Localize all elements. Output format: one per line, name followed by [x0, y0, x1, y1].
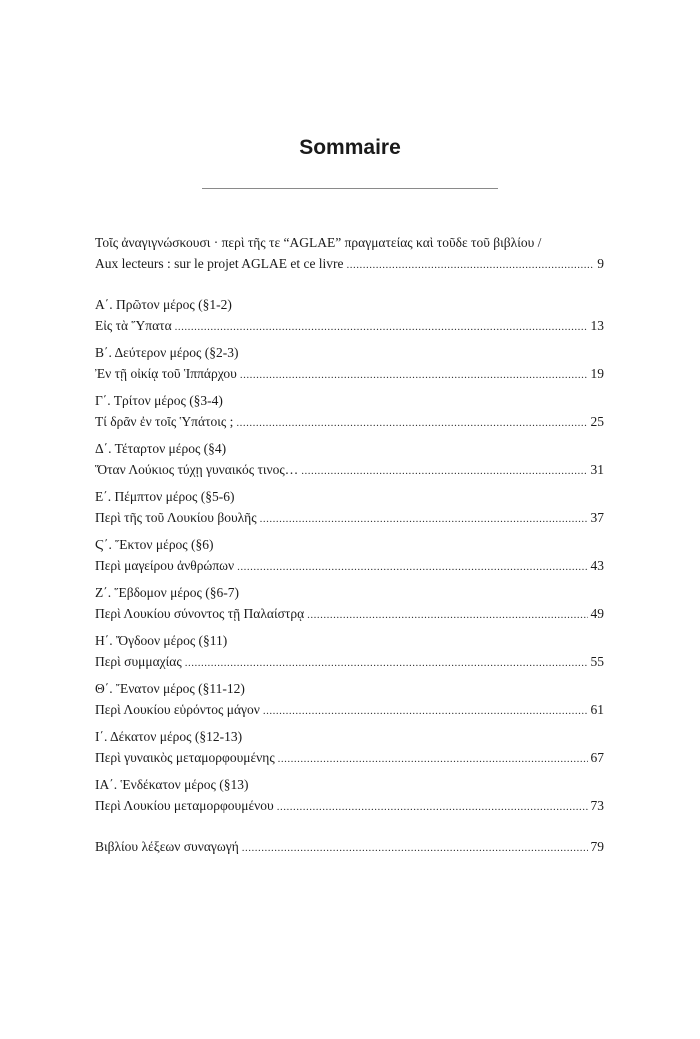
toc-entry-link[interactable] [95, 507, 604, 528]
toc-entry-page-number: 43 [590, 558, 604, 573]
dot-leader [175, 317, 588, 338]
toc-entry-heading: Ι΄. Δέκατον μέρος (§12-13) [95, 729, 243, 744]
spacer [95, 274, 604, 294]
toc-entry-page-number: 73 [590, 798, 604, 813]
toc-entry-link[interactable] [95, 795, 604, 816]
toc-entry-page-number: 25 [590, 414, 604, 429]
toc-entry [95, 534, 604, 576]
toc-entry-link[interactable] [95, 363, 604, 384]
toc-entry-page-number: 19 [590, 366, 604, 381]
toc-entry [95, 582, 604, 624]
toc-entry-heading: Α΄. Πρῶτον μέρος (§1-2) [95, 297, 232, 312]
toc-entry-heading: Δ΄. Τέταρτον μέρος (§4) [95, 441, 227, 456]
toc-entry-page-number: 37 [590, 510, 604, 525]
toc-entry-page-number: 61 [590, 702, 604, 717]
toc-entry-link[interactable] [95, 459, 604, 480]
toc-entry-link[interactable] [95, 651, 604, 672]
dot-leader [260, 509, 588, 530]
glossary-page-number: 79 [590, 839, 604, 854]
dot-leader [242, 838, 588, 859]
toc-entry-title: Τί δρᾶν ἐν τοῖς Ὑπάτοις ; [95, 414, 234, 429]
toc-entry-page-number: 55 [590, 654, 604, 669]
title-divider [202, 188, 498, 189]
toc-entry-title: Ὅταν Λούκιος τύχῃ γυναικός τινος… [95, 462, 299, 477]
toc-entry-heading: Ϛ΄. Ἕκτον μέρος (§6) [95, 537, 214, 552]
toc-entry [95, 486, 604, 528]
toc-entry-link[interactable] [95, 603, 604, 624]
toc-entry-heading: Η΄. Ὄγδοον μέρος (§11) [95, 633, 228, 648]
toc-entry-link[interactable] [95, 747, 604, 768]
toc-entry-page-number: 67 [590, 750, 604, 765]
dot-leader [301, 461, 587, 482]
toc-entry-title: Περὶ τῆς τοῦ Λουκίου βουλῆς [95, 510, 257, 525]
dot-leader [278, 749, 588, 770]
toc-entry [95, 630, 604, 672]
intro-line-2[interactable] [95, 253, 604, 274]
intro-page-number: 9 [597, 256, 604, 271]
toc-entry-link[interactable] [95, 315, 604, 336]
page-title: Sommaire [299, 136, 401, 159]
dot-leader [307, 605, 587, 626]
intro-line-1: Τοῖς ἀναγιγνώσκουσι · περὶ τῆς τε “AGLAE” πραγματείας καὶ τοῦδε τοῦ βιβλίου / [95, 235, 542, 250]
dot-leader [185, 653, 588, 674]
toc-entry-title: Εἰς τὰ Ὕπατα [95, 318, 172, 333]
toc-entry-title: Περὶ Λουκίου μεταμορφουμένου [95, 798, 274, 813]
toc-entry-link[interactable] [95, 555, 604, 576]
dot-leader [277, 797, 588, 818]
toc-entry [95, 342, 604, 384]
glossary-title: Βιβλίου λέξεων συναγωγή [95, 839, 239, 854]
toc-entry-heading: Β΄. Δεύτερον μέρος (§2-3) [95, 345, 239, 360]
toc-entry-page-number: 13 [590, 318, 604, 333]
dot-leader [263, 701, 588, 722]
entries-list [95, 294, 604, 816]
toc-entry-heading: Ζ΄. Ἕβδομον μέρος (§6-7) [95, 585, 239, 600]
toc-entry-heading: Γ΄. Τρίτον μέρος (§3-4) [95, 393, 223, 408]
toc-entry-title: Περὶ Λουκίου εὑρόντος μάγον [95, 702, 260, 717]
toc-entry-title: Περὶ Λουκίου σύνοντος τῇ Παλαίστρᾳ [95, 606, 305, 621]
toc-entry [95, 774, 604, 816]
toc-entry [95, 726, 604, 768]
toc-entry-title: Περὶ μαγείρου ἀνθρώπων [95, 558, 235, 573]
toc-entry-title: Περὶ συμμαχίας [95, 654, 182, 669]
toc-entry-page-number: 31 [590, 462, 604, 477]
spacer [95, 822, 604, 836]
glossary-entry[interactable] [95, 836, 604, 857]
toc-entry [95, 294, 604, 336]
toc-entry-heading: ΙΑ΄. Ἑνδέκατον μέρος (§13) [95, 777, 249, 792]
toc-entry-title: Ἐν τῇ οἰκίᾳ τοῦ Ἱππάρχου [95, 366, 237, 381]
dot-leader [347, 255, 595, 276]
toc-entry [95, 678, 604, 720]
toc-entry-heading: Θ΄. Ἔνατον μέρος (§11-12) [95, 681, 245, 696]
toc-entry-heading: Ε΄. Πέμπτον μέρος (§5-6) [95, 489, 235, 504]
toc-entry-title: Περὶ γυναικὸς μεταμορφουμένης [95, 750, 275, 765]
toc-entry-page-number: 49 [590, 606, 604, 621]
table-of-contents [95, 232, 604, 857]
toc-entry-link[interactable] [95, 411, 604, 432]
toc-entry-link[interactable] [95, 699, 604, 720]
toc-entry [95, 390, 604, 432]
intro-title: Aux lecteurs : sur le projet AGLAE et ce livre [95, 256, 344, 271]
toc-entry [95, 438, 604, 480]
dot-leader [240, 365, 588, 386]
dot-leader [236, 413, 587, 434]
dot-leader [237, 557, 587, 578]
